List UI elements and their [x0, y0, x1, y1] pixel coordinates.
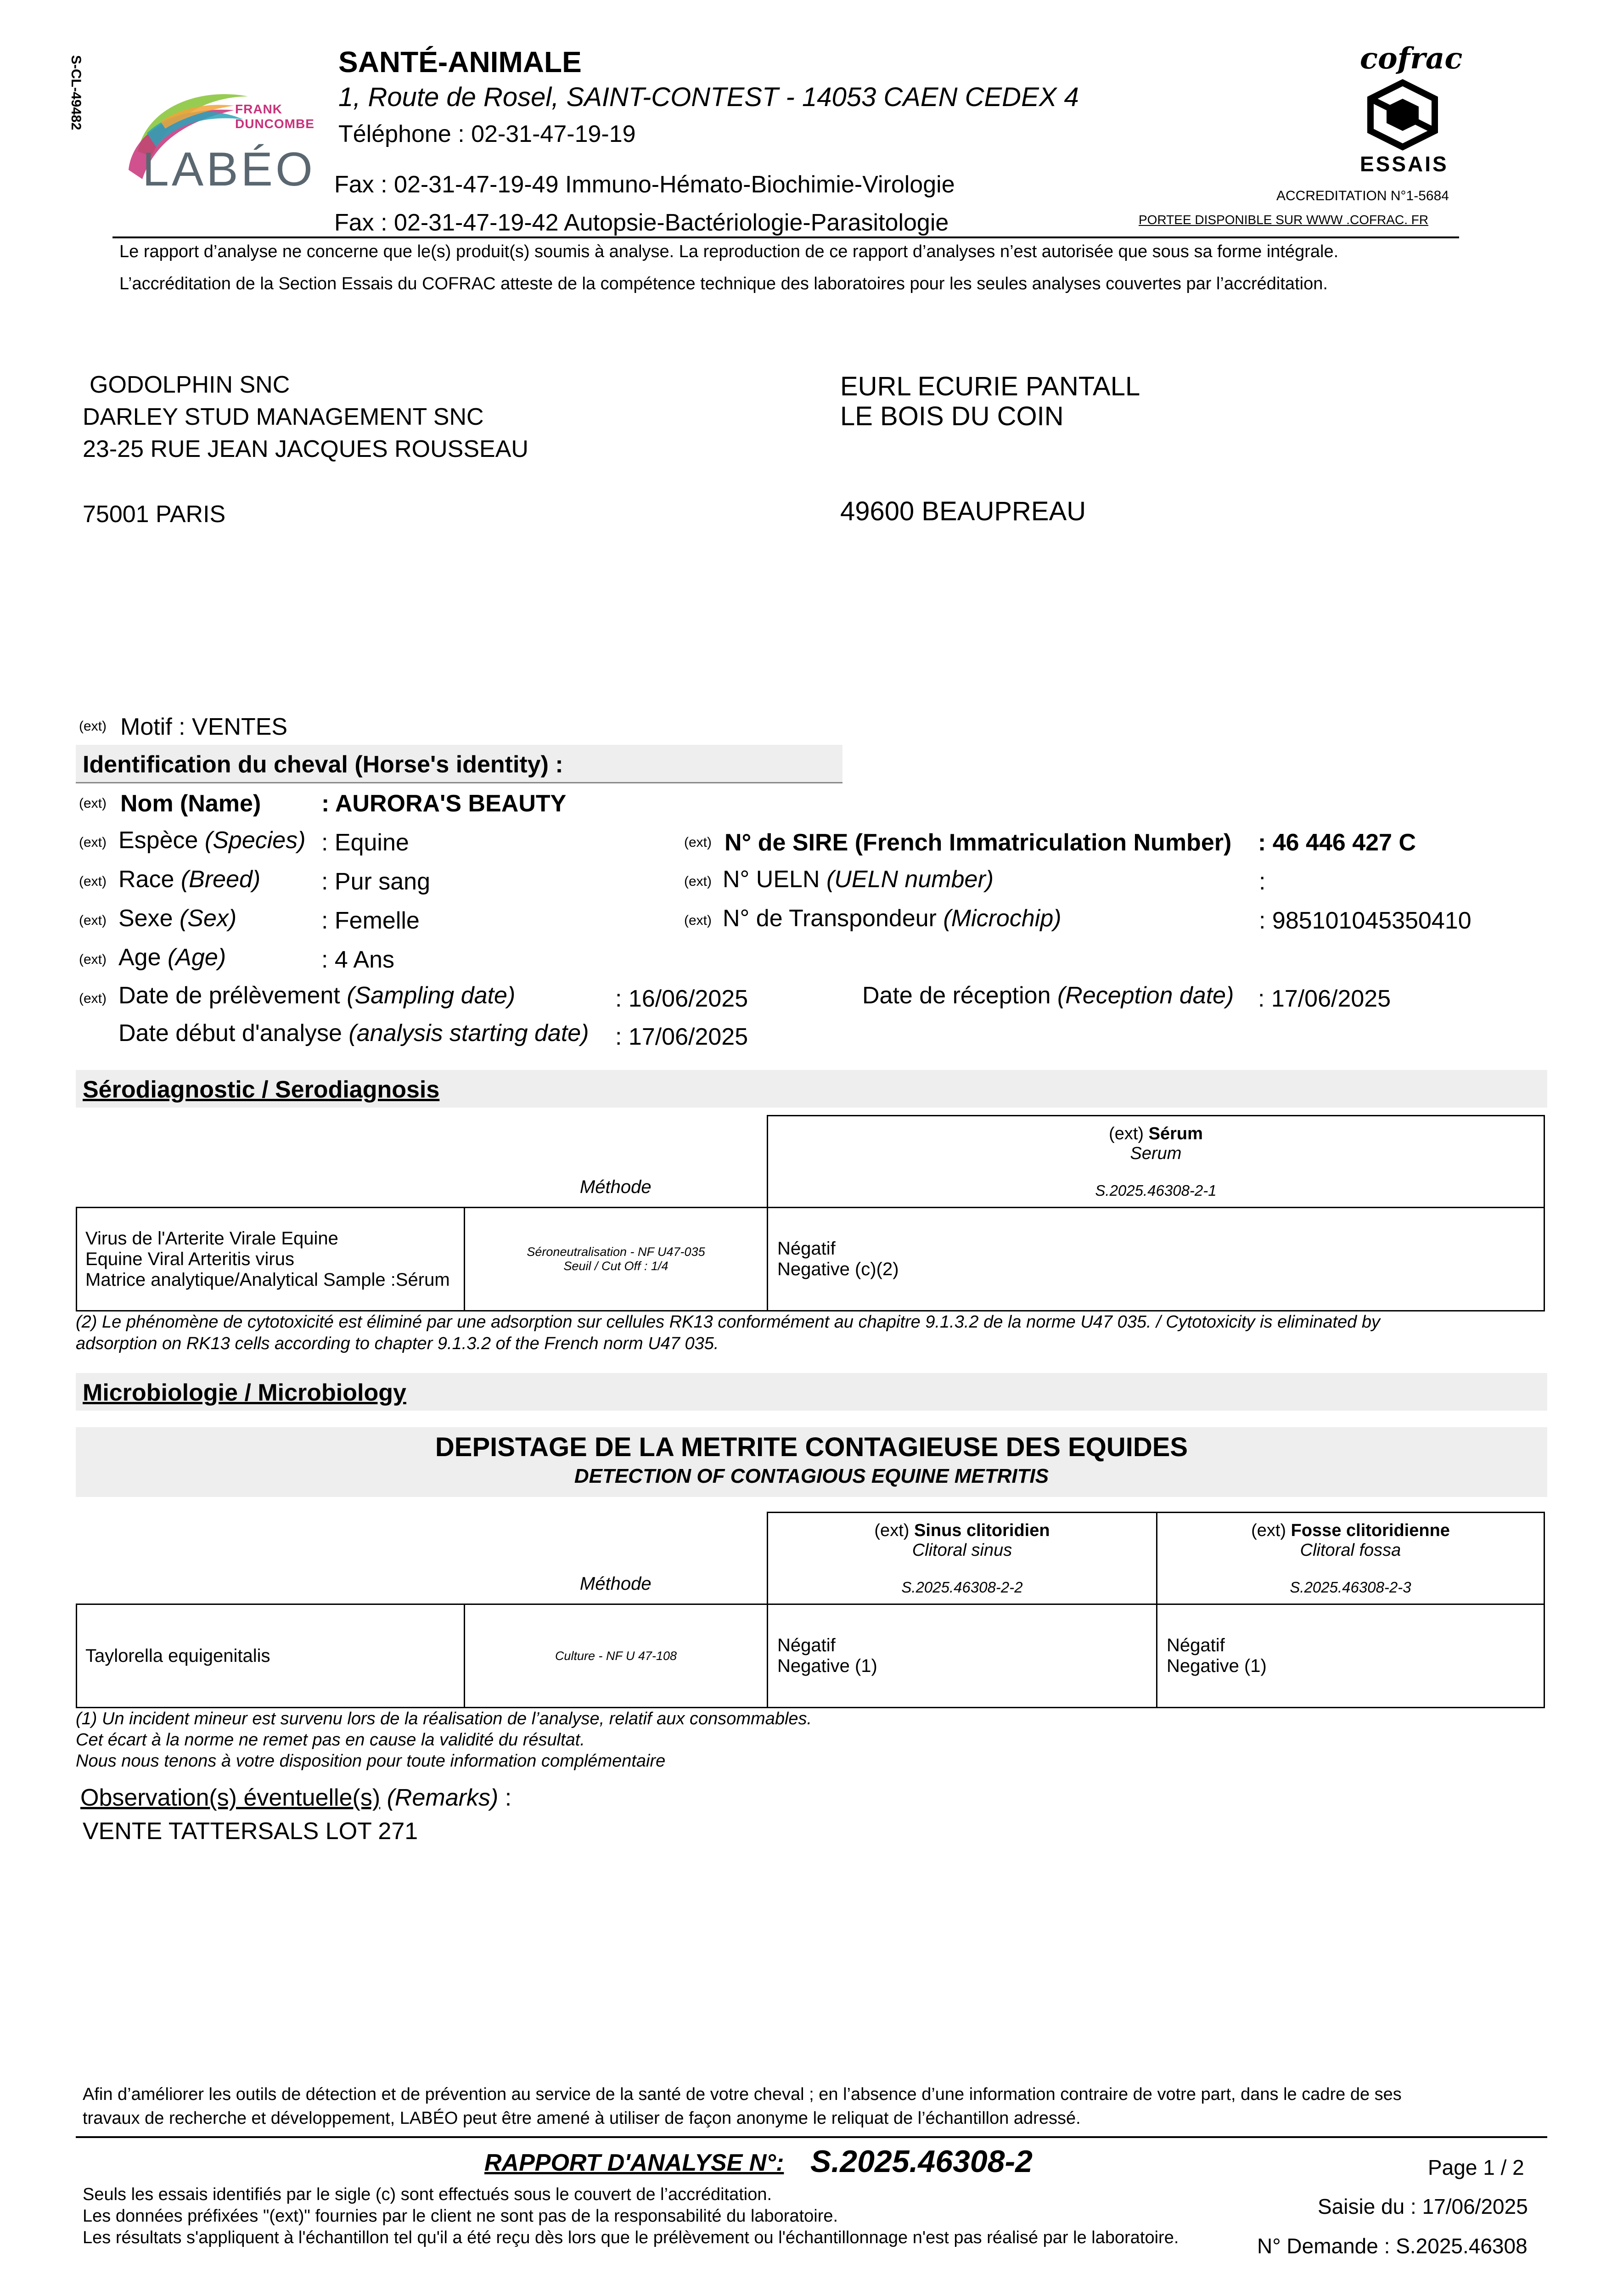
sire-value: : 46 446 427 C	[1258, 829, 1416, 856]
cofrac-hexagon-icon	[1357, 78, 1449, 152]
cem-banner-title: DEPISTAGE DE LA METRITE CONTAGIEUSE DES EQUIDES	[435, 1432, 1188, 1462]
microbiology-title: Microbiologie / Microbiology	[83, 1379, 406, 1406]
remarks-value: VENTE TATTERSALS LOT 271	[83, 1818, 418, 1845]
recipient-line1: EURL ECURIE PANTALL	[840, 371, 1140, 401]
debut-value: : 17/06/2025	[615, 1024, 748, 1050]
recipient-line2: LE BOIS DU COIN	[840, 401, 1064, 431]
footer-rule	[76, 2136, 1547, 2138]
microbiology-note1: (1) Un incident mineur est survenu lors de la réalisation de l’analyse, relatif aux consommables.	[76, 1709, 812, 1728]
logo-brand: LABÉO	[142, 143, 315, 196]
debut-label: Date début d'analyse (analysis starting date)	[118, 1020, 589, 1047]
demande-number: N° Demande : S.2025.46308	[1257, 2234, 1528, 2258]
footer-line3: Les résultats s'appliquent à l'échantillon tel qu'il a été reçu dès lors que le prélèvement ou l'échantillonnage n'est pas réalisé par le laboratoire.	[83, 2228, 1179, 2247]
org-address: 1, Route de Rosel, SAINT-CONTEST - 14053 CAEN CEDEX 4	[338, 82, 1079, 112]
taylorella-result-sinus: Négatif Negative (1)	[768, 1604, 1157, 1708]
serum-header-cell: (ext) Sérum Serum S.2025.46308-2-1	[768, 1116, 1544, 1208]
microbiology-note3: Nous nous tenons à votre disposition pour toute information complémentaire	[76, 1751, 666, 1771]
org-fax1: Fax : 02-31-47-19-49 Immuno-Hémato-Biochimie-Virologie	[334, 171, 955, 198]
disclaimer-line2: L’accréditation de la Section Essais du COFRAC atteste de la compétence technique des laboratoires pour les seules analyses couvertes par l’accréditation.	[119, 274, 1328, 293]
footer-line1: Seuls les essais identifiés par le sigle (c) sont effectués sous le couvert de l’accréditation.	[83, 2185, 772, 2204]
nom-label: Nom (Name)	[120, 790, 261, 817]
fosse-header-cell: (ext) Fosse clitoridienne Clitoral fossa S.2025.46308-2-3	[1157, 1513, 1544, 1604]
age-label: Age (Age)	[118, 944, 226, 971]
ueln-value: :	[1259, 868, 1266, 895]
page-number: Page 1 / 2	[1428, 2155, 1524, 2179]
ext-tag: (ext)	[79, 952, 107, 967]
ext-tag: (ext)	[79, 913, 107, 928]
sender-line3: 23-25 RUE JEAN JACQUES ROUSSEAU	[83, 436, 528, 462]
serodiagnostic-note: (2) Le phénomène de cytotoxicité est éliminé par une adsorption sur cellules RK13 conformément au chapitre 9.1.3.2 de la norme U47 035. / Cytotoxicity is eliminated by	[76, 1312, 1380, 1332]
ext-tag: (ext)	[79, 719, 107, 734]
cofrac-brand: cofrac	[1360, 41, 1463, 76]
serodiagnostic-table	[76, 1115, 1545, 1311]
footer-line2: Les données préfixées "(ext)" fournies par le client ne sont pas de la responsabilité du laboratoire.	[83, 2206, 838, 2226]
rapport-number: S.2025.46308-2	[810, 2144, 1033, 2179]
cofrac-essais: ESSAIS	[1360, 152, 1449, 176]
evav-row-label: Virus de l'Arterite Virale Equine Equine Viral Arteritis virus Matrice analytique/Analytical Sample :Sérum	[77, 1208, 465, 1311]
age-value: : 4 Ans	[321, 946, 394, 973]
ext-tag: (ext)	[684, 835, 712, 850]
nom-value: : AURORA'S BEAUTY	[321, 790, 567, 817]
cofrac-accreditation: ACCREDITATION N°1-5684	[1276, 188, 1449, 203]
reception-value: : 17/06/2025	[1258, 985, 1391, 1012]
org-name: SANTÉ-ANIMALE	[338, 45, 582, 79]
logo-sub2: DUNCOMBE	[235, 117, 314, 131]
rapport-label: RAPPORT D'ANALYSE N°:	[484, 2150, 784, 2176]
microbiology-note2: Cet écart à la norme ne remet pas en cause la validité du résultat.	[76, 1730, 585, 1750]
sexe-label: Sexe (Sex)	[118, 905, 237, 932]
evav-result: Négatif Negative (c)(2)	[768, 1208, 1544, 1311]
espece-value: : Equine	[321, 829, 409, 856]
footer-notice2: travaux de recherche et développement, LABÉO peut être amené à utiliser de façon anonyme le reliquat de l’échantillon adressé.	[83, 2109, 1081, 2128]
identification-title: Identification du cheval (Horse's identity) :	[83, 751, 563, 778]
prelevement-label: Date de prélèvement (Sampling date)	[118, 982, 516, 1009]
sender-city: 75001 PARIS	[83, 501, 226, 528]
race-label: Race (Breed)	[118, 866, 261, 893]
ext-tag: (ext)	[684, 913, 712, 928]
transpondeur-value: : 985101045350410	[1259, 907, 1471, 934]
transpondeur-label: N° de Transpondeur (Microchip)	[723, 905, 1061, 932]
ueln-label: N° UELN (UELN number)	[723, 866, 994, 893]
remarks-label: Observation(s) éventuelle(s) (Remarks) :	[80, 1784, 512, 1811]
serodiagnostic-note2: adsorption on RK13 cells according to chapter 9.1.3.2 of the French norm U47 035.	[76, 1334, 719, 1353]
sexe-value: : Femelle	[321, 907, 420, 934]
header-rule	[112, 236, 1459, 238]
saisie-date: Saisie du : 17/06/2025	[1318, 2195, 1528, 2218]
sender-line2: DARLEY STUD MANAGEMENT SNC	[83, 404, 484, 430]
taylorella-row-label: Taylorella equigenitalis	[77, 1604, 465, 1708]
prelevement-value: : 16/06/2025	[615, 985, 748, 1012]
recipient-city: 49600 BEAUPREAU	[840, 496, 1086, 526]
espece-label: Espèce (Species)	[118, 827, 306, 854]
labeo-logo	[119, 78, 321, 197]
ext-tag: (ext)	[79, 796, 107, 811]
ext-tag: (ext)	[79, 991, 107, 1006]
org-fax2: Fax : 02-31-47-19-42 Autopsie-Bactériologie-Parasitologie	[334, 209, 949, 236]
ext-tag: (ext)	[79, 874, 107, 889]
reception-label: Date de réception (Reception date)	[862, 982, 1234, 1009]
org-phone: Téléphone : 02-31-47-19-19	[338, 121, 636, 147]
logo-sub1: FRANK	[235, 102, 282, 116]
cem-banner-subtitle: DETECTION OF CONTAGIOUS EQUINE METRITIS	[574, 1465, 1049, 1487]
sire-label: N° de SIRE (French Immatriculation Number)	[724, 829, 1232, 856]
sender-line1: GODOLPHIN SNC	[90, 371, 290, 398]
motif: Motif : VENTES	[120, 714, 288, 740]
methode-header: Méthode	[579, 1177, 651, 1197]
cofrac-logo	[1350, 41, 1463, 179]
methode-header: Méthode	[579, 1574, 651, 1594]
disclaimer-line1: Le rapport d’analyse ne concerne que le(s) produit(s) soumis à analyse. La reproduction de ce rapport d’analyses n’est autorisée que sous sa forme intégrale.	[119, 242, 1339, 261]
taylorella-result-fosse: Négatif Negative (1)	[1157, 1604, 1544, 1708]
taylorella-method: Culture - NF U 47-108	[465, 1604, 768, 1708]
ext-tag: (ext)	[79, 835, 107, 850]
cofrac-portee: PORTEE DISPONIBLE SUR WWW .COFRAC. FR	[1139, 213, 1429, 227]
side-code: S-CL-49482	[68, 55, 84, 130]
ext-tag: (ext)	[684, 874, 712, 889]
race-value: : Pur sang	[321, 868, 431, 895]
sinus-header-cell: (ext) Sinus clitoridien Clitoral sinus S.2025.46308-2-2	[768, 1513, 1157, 1604]
footer-notice1: Afin d’améliorer les outils de détection et de prévention au service de la santé de votre cheval ; en l’absence d’une information contraire de votre part, dans le cadre de ses	[83, 2085, 1402, 2104]
serodiagnostic-title: Sérodiagnostic / Serodiagnosis	[83, 1076, 440, 1103]
microbiology-table	[76, 1512, 1545, 1708]
evav-method: Séroneutralisation - NF U47-035 Seuil / Cut Off : 1/4	[465, 1208, 768, 1311]
